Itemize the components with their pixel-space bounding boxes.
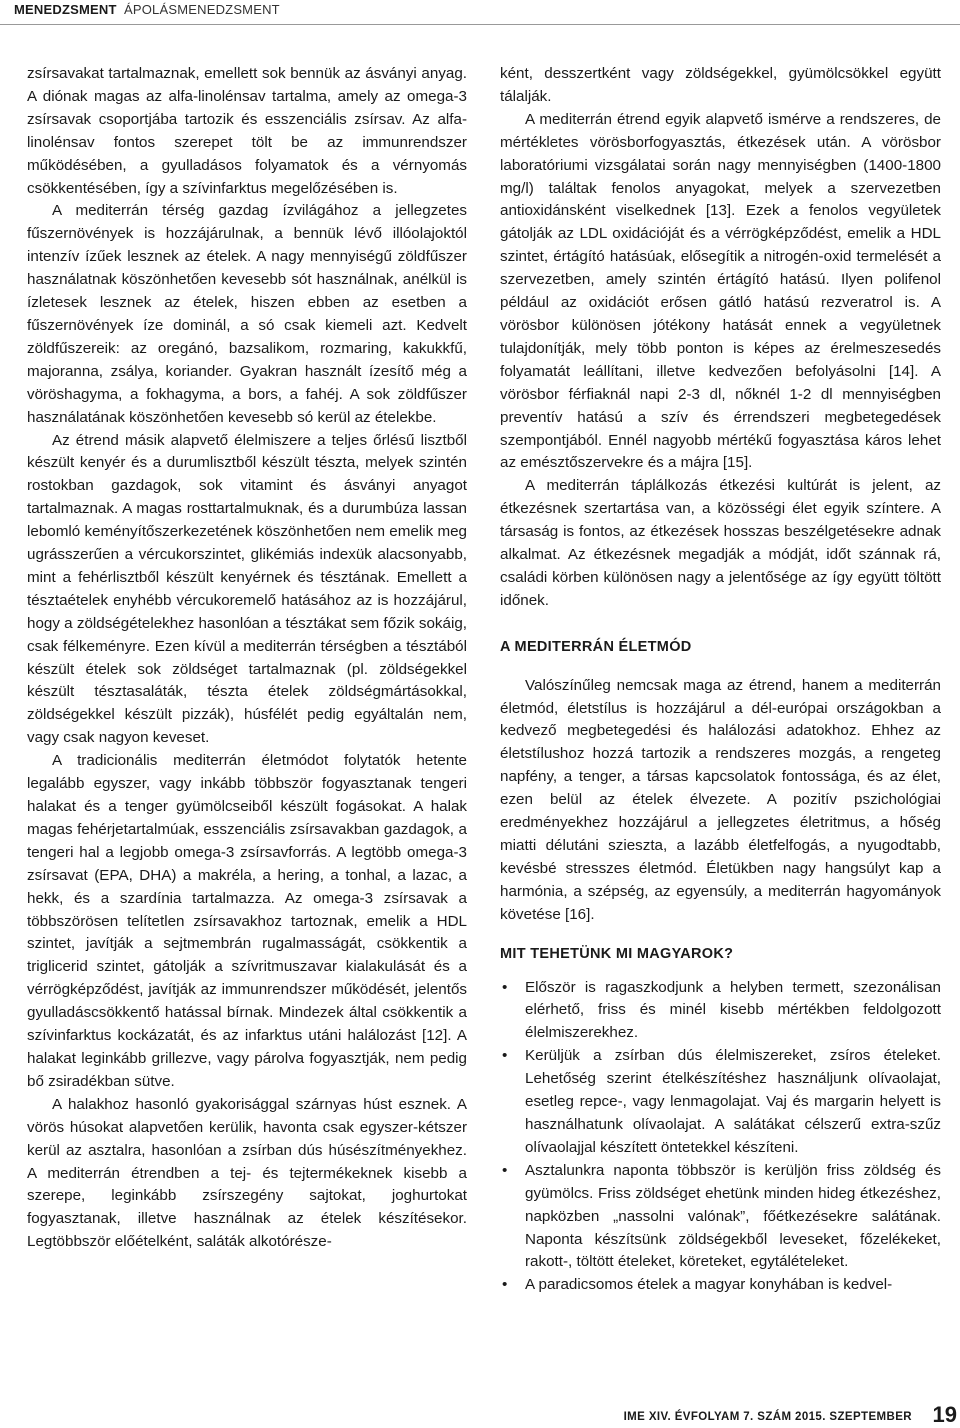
left-column <box>27 63 467 1254</box>
list-item-text: Először is ragaszkodjunk a helyben termett, szezonálisan elérhető, friss és minél kisebb mértékben feldolgozott élelmiszerekhez. <box>525 978 941 1042</box>
list-item-text: Kerüljük a zsírban dús élelmiszereket, zsíros ételeket. Lehetőség szerint ételkészítéshez használjunk olívaolajat, esetleg repce-, vagy lenmagolajat. Vaj és margarin helyett is használhatunk olívaolajat. A salátákat célszerű extra-szűz olívaolajjal készített öntetekkel készíteni. <box>525 1047 941 1156</box>
list-item <box>500 1160 941 1275</box>
paragraph: Az étrend másik alapvető élelmiszere a teljes őrlésű lisztből készült kenyér és a durumlisztből készült tészta, melyek szintén rostokban gazdagok, sok vitamint és ásványi anyagot tartalmaznak. A magas rosttartalmuknak, és a durumbúza lassan lebomló keményítőszerkezetének köszönhetően nem emelik meg ugrásszerűen a vércukorszintet, glikémiás indexük alacsonyabb, mint a fehérlisztből készült kenyérnek és tésztának. Emellett a tésztaételek enyhébb vércukoremelő hatásához az is hozzájárul, hogy a zöldségételekhez hasonlóan a tésztákat sem főzik sokáig, csak félkeményre. Ezen kívül a mediterrán térségben a tésztából készült ételek sok zöldséget tartalmaznak (pl. zöldségekkel készült tésztasaláták, tészta ételek zöldségmártásokkal, zöldségekkel készült pizzák), húsfélét pedig egyáltalán nem, vagy csak nagyon keveset. <box>27 431 467 747</box>
section-heading-mediterranean-lifestyle: A MEDITERRÁN ÉLETMÓD <box>500 638 692 655</box>
subsection-title: ÁPOLÁSMENEDZSMENT <box>124 2 280 17</box>
list-item-text: Asztalunkra naponta többször is kerüljön friss zöldség és gyümölcs. Friss zöldséget ehetünk minden hideg étkezéshez, napközben „nassolni valónak”, főétkezésekre salátának. Naponta készítsünk zöldségekből leveseket, főzelékeket, rakott-, töltött ételeket, köreteket, egytálételeket. <box>525 1161 941 1271</box>
section-heading-what-can-we-do: MIT TEHETÜNK MI MAGYAROK? <box>500 945 734 962</box>
paragraph: A mediterrán térség gazdag ízvilágához a jellegzetes fűszernövények is hozzájárulnak, a bennük lévő illóolajoktól intenzív ízűek lesznek az ételek. A nagy mennyiségű zöldfűszer használatnak köszönhetően kevesebb sót használnak, anélkül is ízletesek lesznek az ételek, hiszen ebben az esetben a fűszernövények íze dominál, a só csak kiemeli azt. Kedvelt zöldfűszereik: az oregánó, bazsalikom, rozmaring, kakukkfű, majoranna, zsálya, koriander. Gyakran használt ízesítő még a vöröshagyma, a fokhagyma, a bors, a fahéj. A sok zöldfűszer használatának köszönhetően kevesebb só kerül az ételekbe. <box>27 202 467 426</box>
right-column <box>500 63 941 1297</box>
running-footer <box>0 1402 960 1426</box>
header-divider <box>0 24 960 25</box>
section-title: MENEDZSMENT <box>14 2 117 17</box>
bullet-icon: • <box>502 1276 508 1294</box>
page-number: 19 <box>932 1402 957 1427</box>
paragraph: Valószínűleg nemcsak maga az étrend, hanem a mediterrán életmód, életstílus is hozzájárul a dél-európai országokban a kedvező megbetegedési és halálozási adatokhoz. Ehhez az életstílushoz hozzá tartozik a rendszeres mozgás, a rengeteg napfény, a tenger, a társas kapcsolatok fontossága, és az élet, ezen belül az ételek élvezete. A pozitív pszichológiai eredményekhez hozzájárul a jellegzetes életritmus, a hőség miatti délutáni szieszta, a lazább életfelfogás, a nyugodtabb, kevésbé stresszes életmód. Életükben nagy hangsúlyt kap a harmónia, a szépség, az egyensúly, a mediterrán hagyományok követése [16]. <box>500 676 941 923</box>
paragraph: zsírsavakat tartalmaznak, emellett sok bennük az ásványi anyag. A diónak magas az alfa-linolénsav tartalma, amely az omega-3 zsírsavak csoportjába tartozik és esszenciális zsírsav. Az alfa-linolénsav fontos szerepet tölt be az immunrendszer működésében, a gyulladásos folyamatok és a vérnyomás csökkentésében, így a szívinfarktus megelőzésében is. <box>27 65 467 197</box>
paragraph: A halakhoz hasonló gyakorisággal szárnyas húst esznek. A vörös húsokat alapvetően kerülik, havonta csak egyszer-kétszer kerül az asztalra, hasonlóan a zsírban dús húsészítményekhez. A mediterrán étrendben a tej- és tejtermékeknek kisebb a szerepe, leginkább zsírszegény sajtokat, joghurtokat fogyasztanak, illetve használnak az ételek készítésekor. Legtöbbször előételként, saláták alkotórésze- <box>27 1095 467 1251</box>
list-item <box>500 1274 941 1297</box>
running-header <box>0 0 960 24</box>
list-item <box>500 977 941 1046</box>
bullet-icon: • <box>502 1047 508 1065</box>
paragraph: A mediterrán táplálkozás étkezési kultúrát is jelent, az étkezésnek szertartása van, a közösségi élet egyik színtere. A társaság is fontos, az étkezések hosszas beszélgetésekre adnak alkalmat. Az étkezésnek megadják a módját, időt szánnak rá, családi körben különösen nagy a jelentősége az így együtt töltött időnek. <box>500 477 941 609</box>
paragraph: A mediterrán étrend egyik alapvető ismérve a rendszeres, de mértékletes vörösborfogyasztás, étkezések után. A vörösbor laboratóriumi vizsgálatai során nagy mennyiségben (1400-1800 mg/l) találtak fenolos anyagokat, melyek a szervezetben antioxidánsként viselkednek [13]. Ezek a fenolos vegyületek gátolják az LDL oxidációját és a vérrögképződést, emelik a HDL szintet, értágító hatásúak, elősegítik a nitrogén-oxid termelését a szervezetben, amely szintén értágító hatású. Ilyen polifenol például az oxidációt erősen gátló hatású rezveratrol is. A vörösbor különösen jótékony hatását ennek a vegyületnek tulajdonítják, mely több ponton is képes az érelmeszesedés folyamatát leállítani, illetve kedvezően befolyásolni [14]. A vörösbor férfiaknál napi 2-3 dl, nőknél 1-2 dl mennyiségben preventív hatású a szív és érrendszeri megbetegedések szempontjából. Ennél nagyobb mértékű fogyasztása káros lehet az emésztőszervekre és a májra [15]. <box>500 110 941 472</box>
bullet-icon: • <box>502 1161 508 1179</box>
recommendation-list <box>500 977 941 1298</box>
bullet-icon: • <box>502 978 508 996</box>
list-item-text: A paradicsomos ételek a magyar konyhában is kedvel- <box>525 1276 893 1294</box>
issue-info: IME XIV. ÉVFOLYAM 7. SZÁM 2015. SZEPTEMBER <box>623 1411 912 1423</box>
paragraph: ként, desszertként vagy zöldségekkel, gyümölcsökkel együtt tálalják. <box>500 65 941 105</box>
paragraph: A tradicionális mediterrán életmódot folytatók hetente legalább egyszer, vagy inkább többször fogyasztanak tengeri halakat és a tenger gyümölcseiből készült fogásokat. A halak magas fehérjetartalmúak, esszenciális zsírsavakban gazdagok, a tengeri hal a legjobb omega-3 zsírsavforrás. A legtöbb omega-3 zsírsavat (EPA, DHA) a makréla, a hering, a tonhal, a lazac, a hekk, és a szardínia tartalmazza. Az omega-3 zsírsavak a többszörösen telítetlen zsírsavakhoz tartoznak, emelik a HDL szintet, javítják a sejtmembrán rugalmasságát, csökkentik a triglicerid szintet, gátolják a szívritmuszavar kialakulását és a vérrögképződést, javítják az immunrendszer működését, jelentős gyulladáscsökkentő hatással bírnak. Mindezek által csökkentik a szívinfarktus kockázatát, és az infarktus utáni halálozást [12]. A halakat leginkább grillezve, vagy párolva fogyasztják, nem pedig bő zsiradékban sütve. <box>27 752 467 1090</box>
list-item <box>500 1045 941 1160</box>
